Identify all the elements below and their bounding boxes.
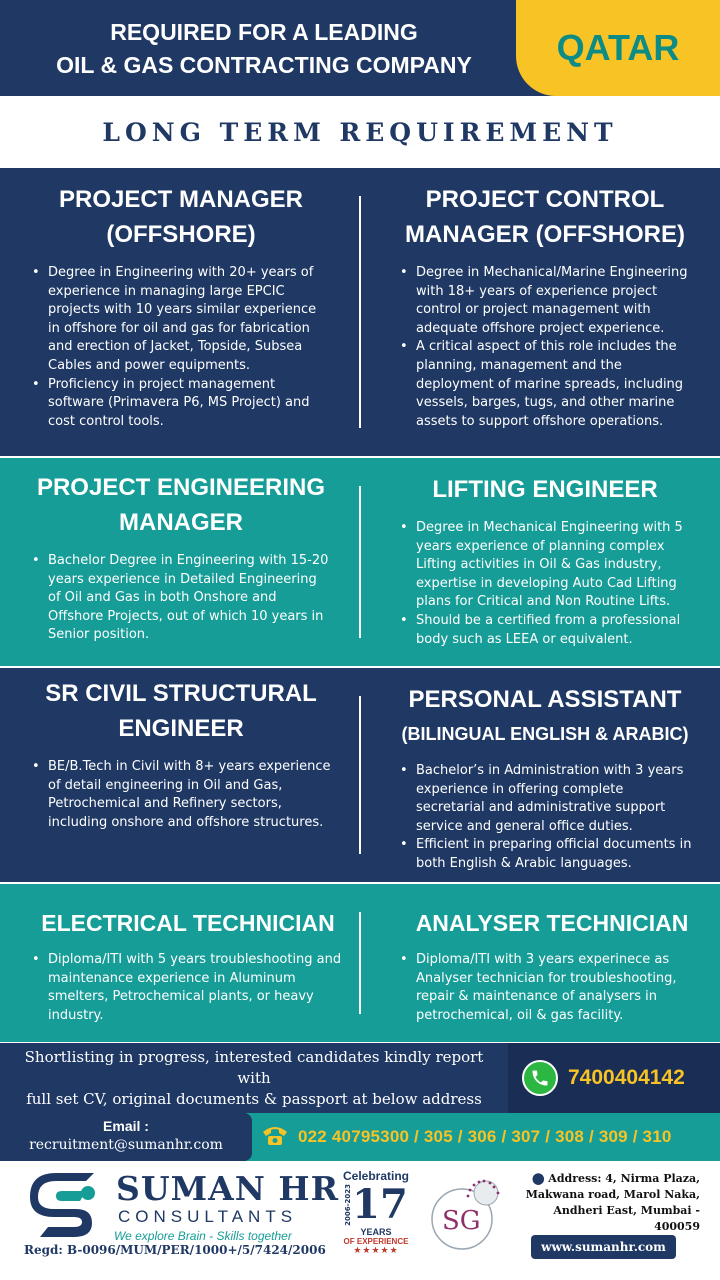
job-title bbox=[398, 472, 692, 507]
job-row-4 bbox=[0, 884, 720, 1042]
celebrating-label: Celebrating bbox=[342, 1169, 409, 1183]
phone-numbers bbox=[260, 1113, 672, 1161]
job-points bbox=[398, 519, 692, 649]
contact-band bbox=[0, 1113, 720, 1161]
job-point: • Bachelor’s in Administration with 3 years experience in offering complete secretarial and administrative support service and general office duties. bbox=[398, 762, 692, 836]
years-number: 17 bbox=[352, 1181, 408, 1228]
footer-band bbox=[0, 1043, 720, 1113]
column-divider bbox=[359, 196, 361, 428]
job-title bbox=[30, 470, 332, 540]
job-title-line: SR CIVIL STRUCTURAL bbox=[45, 680, 317, 707]
job-points bbox=[398, 264, 692, 431]
email-label: Email : bbox=[103, 1118, 149, 1134]
header-banner bbox=[0, 0, 720, 96]
job-point: • Proficiency in project management software (Primavera P6, MS Project) and cost control tools. bbox=[30, 376, 332, 432]
subheader bbox=[0, 96, 720, 168]
brand-sub: CONSULTANTS bbox=[118, 1207, 298, 1226]
job-card-analyser-technician bbox=[362, 884, 720, 1042]
job-point: • BE/B.Tech in Civil with 8+ years experience of detail engineering in Oil and Gas, Petrochemical and Refinery sectors, including onshore and offshore structures. bbox=[30, 758, 332, 832]
job-card-sr-civil-structural-engineer bbox=[0, 668, 360, 882]
stars-rating: ★★★★★ bbox=[353, 1246, 399, 1256]
sg-logo-icon bbox=[424, 1175, 506, 1257]
header-title bbox=[14, 16, 514, 82]
job-point: • Diploma/ITI with 5 years troubleshooting and maintenance experience in Aluminum smelters, Petrochemical plants, or heavy industry. bbox=[30, 951, 346, 1025]
job-title-line: PROJECT CONTROL bbox=[425, 186, 665, 213]
job-title-line: PERSONAL ASSISTANT bbox=[408, 686, 682, 713]
address-block bbox=[520, 1171, 700, 1235]
shortlist-notice bbox=[0, 1043, 508, 1113]
email-box bbox=[0, 1113, 252, 1161]
country-badge bbox=[516, 0, 720, 96]
shortlist-line1: Shortlisting in progress, interested candidates kindly report with bbox=[24, 1047, 484, 1087]
years-label: YEARS bbox=[360, 1227, 392, 1237]
job-title bbox=[398, 682, 692, 752]
job-point: • Degree in Mechanical/Marine Engineering with 18+ years of experience project control or project management with adequate offshore project experience. bbox=[398, 264, 692, 338]
column-divider bbox=[359, 696, 361, 854]
job-point: • Should be a certified from a professional body such as LEEA or equivalent. bbox=[398, 612, 692, 649]
job-title-line: (OFFSHORE) bbox=[106, 221, 256, 248]
job-title-line: ANALYSER TECHNICIAN bbox=[415, 910, 689, 936]
website-link[interactable]: www.sumanhr.com bbox=[531, 1235, 676, 1259]
job-card-project-engineering-manager bbox=[0, 458, 360, 666]
email-address[interactable]: recruitment@sumanhr.com bbox=[29, 1137, 223, 1153]
job-card-electrical-technician bbox=[0, 884, 360, 1042]
whatsapp-number[interactable]: 7400404142 bbox=[568, 1066, 685, 1089]
job-point: • Degree in Engineering with 20+ years of experience in managing large EPCIC projects with 10 years similar experience in offshore for oil and gas for fabrication and erection of Jacket, Topside, Subsea Cables and power equipments. bbox=[30, 264, 332, 376]
job-point: • Degree in Mechanical Engineering with 5 years experience of planning complex Lifting activities in Oil & Gas industry, expertise in developing Auto Cad Lifting plans for Critical and Non Routine Lifts. bbox=[398, 519, 692, 612]
years-range: 2006-2023 bbox=[344, 1184, 353, 1226]
header-title-line2: OIL & GAS CONTRACTING COMPANY bbox=[56, 52, 472, 78]
job-title bbox=[30, 906, 346, 941]
job-title-line: PROJECT MANAGER bbox=[58, 186, 304, 213]
job-points bbox=[30, 951, 346, 1025]
job-point: • Efficient in preparing official documents in both English & Arabic languages. bbox=[398, 836, 692, 873]
job-title-line: MANAGER (OFFSHORE) bbox=[405, 221, 685, 248]
job-point: • Diploma/ITI with 3 years experinece as Analyser technician for troubleshooting, repair & maintenance of analysers in petrochemical, oil & gas facility. bbox=[398, 951, 706, 1025]
brand-tagline: We explore Brain - Skills together bbox=[114, 1229, 292, 1243]
job-title-line: LIFTING ENGINEER bbox=[432, 476, 658, 503]
whatsapp-contact[interactable] bbox=[508, 1043, 720, 1113]
job-card-personal-assistant bbox=[362, 668, 720, 882]
job-row-1 bbox=[0, 168, 720, 456]
address-text: Address: 4, Nirma Plaza, Makwana road, Marol Naka, Andheri East, Mumbai - 400059 bbox=[525, 1172, 700, 1233]
brand-footer bbox=[0, 1161, 720, 1280]
brand-name: SUMAN HR bbox=[116, 1169, 339, 1208]
country-label: QATAR bbox=[556, 27, 680, 68]
job-title-line: (BILINGUAL ENGLISH & ARABIC) bbox=[401, 724, 689, 744]
location-pin-icon: ⬤ bbox=[532, 1172, 545, 1185]
svg-text:SG: SG bbox=[442, 1206, 481, 1236]
column-divider bbox=[359, 912, 361, 1014]
registration-number: Regd: B-0096/MUM/PER/1000+/5/7424/2006 bbox=[24, 1243, 326, 1257]
phone-list[interactable]: 022 40795300 / 305 / 306 / 307 / 308 / 309 / 310 bbox=[298, 1127, 672, 1146]
job-card-project-control-manager bbox=[362, 168, 720, 456]
column-divider bbox=[359, 486, 361, 638]
job-title-line: PROJECT ENGINEERING bbox=[36, 474, 326, 501]
job-card-lifting-engineer bbox=[362, 458, 720, 666]
job-points bbox=[30, 264, 332, 431]
job-row-3 bbox=[0, 668, 720, 882]
job-title bbox=[30, 182, 332, 252]
of-experience-label: OF EXPERIENCE bbox=[343, 1237, 409, 1246]
job-points bbox=[398, 762, 692, 874]
anniversary-badge bbox=[340, 1169, 412, 1269]
job-title bbox=[30, 676, 332, 746]
job-row-2 bbox=[0, 458, 720, 666]
job-point: • Bachelor Degree in Engineering with 15-20 years experience in Detailed Engineering of Oil and Gas in both Onshore and Offshore Projects, out of which 10 years in Senior position. bbox=[30, 552, 332, 645]
telephone-icon bbox=[260, 1124, 290, 1150]
job-title bbox=[398, 182, 692, 252]
job-points bbox=[30, 758, 332, 832]
subheader-text: LONG TERM REQUIREMENT bbox=[102, 117, 618, 147]
job-points bbox=[398, 951, 706, 1025]
shortlist-line2: full set CV, original documents & passport at below address bbox=[26, 1089, 482, 1108]
job-title-line: MANAGER bbox=[119, 509, 243, 536]
job-title-line: ELECTRICAL TECHNICIAN bbox=[41, 910, 335, 936]
whatsapp-icon bbox=[522, 1060, 558, 1096]
job-points bbox=[30, 552, 332, 645]
job-title bbox=[398, 906, 706, 941]
suman-logo-icon bbox=[26, 1173, 104, 1243]
job-point: • A critical aspect of this role includes the planning, management and the deployment of marine spreads, including vessels, barges, tugs, and other marine assets to support offshore operations. bbox=[398, 338, 692, 431]
job-title-line: ENGINEER bbox=[118, 715, 244, 742]
header-title-line1: REQUIRED FOR A LEADING bbox=[110, 19, 418, 45]
job-card-project-manager bbox=[0, 168, 360, 456]
